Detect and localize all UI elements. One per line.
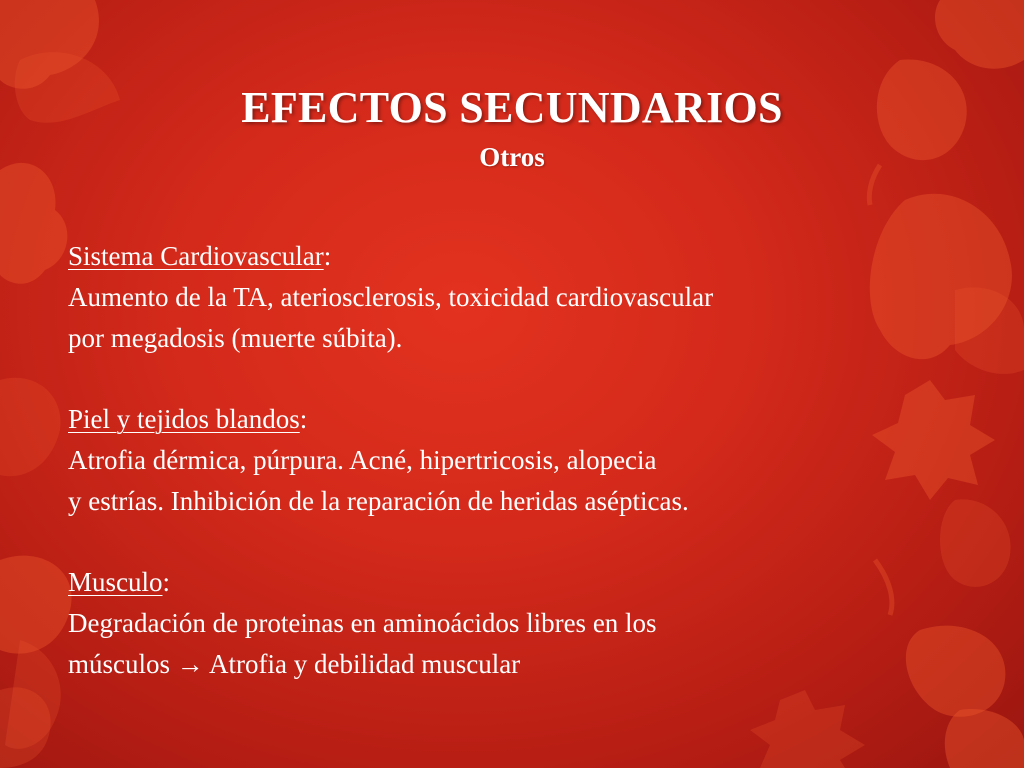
section-text-line: Degradación de proteinas en aminoácidos libres en los	[68, 608, 657, 639]
heading-colon: :	[323, 241, 332, 271]
slide-subtitle: Otros	[479, 142, 545, 172]
leaf-decoration	[0, 378, 61, 476]
section-text-line: Aumento de la TA, ateriosclerosis, toxicidad cardiovascular	[68, 281, 714, 312]
section-muscle	[68, 562, 968, 684]
section-heading: Piel y tejidos blandos	[68, 404, 300, 435]
slide-body	[68, 236, 968, 685]
section-text-line: y estrías. Inhibición de la reparación de heridas asépticas.	[68, 485, 689, 516]
section-heading-line	[68, 399, 968, 440]
section-text-line: por megadosis (muerte súbita).	[68, 322, 403, 353]
leaf-decoration	[0, 0, 99, 89]
leaf-decoration	[0, 163, 67, 284]
leaf-decoration	[5, 640, 61, 749]
slide-title: EFECTOS SECUNDARIOS	[241, 83, 783, 132]
section-heading-line	[68, 236, 968, 277]
leaf-decoration	[750, 690, 865, 768]
section-heading-line	[68, 562, 968, 603]
section-heading: Musculo	[68, 567, 163, 598]
heading-colon: :	[299, 404, 308, 435]
leaf-decoration	[0, 556, 72, 654]
section-cardiovascular	[68, 236, 968, 358]
section-text-line: músculos → Atrofia y debilidad muscular	[68, 648, 521, 679]
section-text-line: Atrofia dérmica, púrpura. Acné, hipertricosis, alopecia	[68, 444, 657, 475]
section-skin	[68, 399, 968, 521]
section-heading: Sistema Cardiovascular	[68, 241, 324, 271]
leaf-decoration	[0, 687, 51, 768]
leaf-decoration	[945, 709, 1024, 768]
heading-colon: :	[162, 567, 171, 598]
leaf-decoration	[935, 0, 1024, 69]
